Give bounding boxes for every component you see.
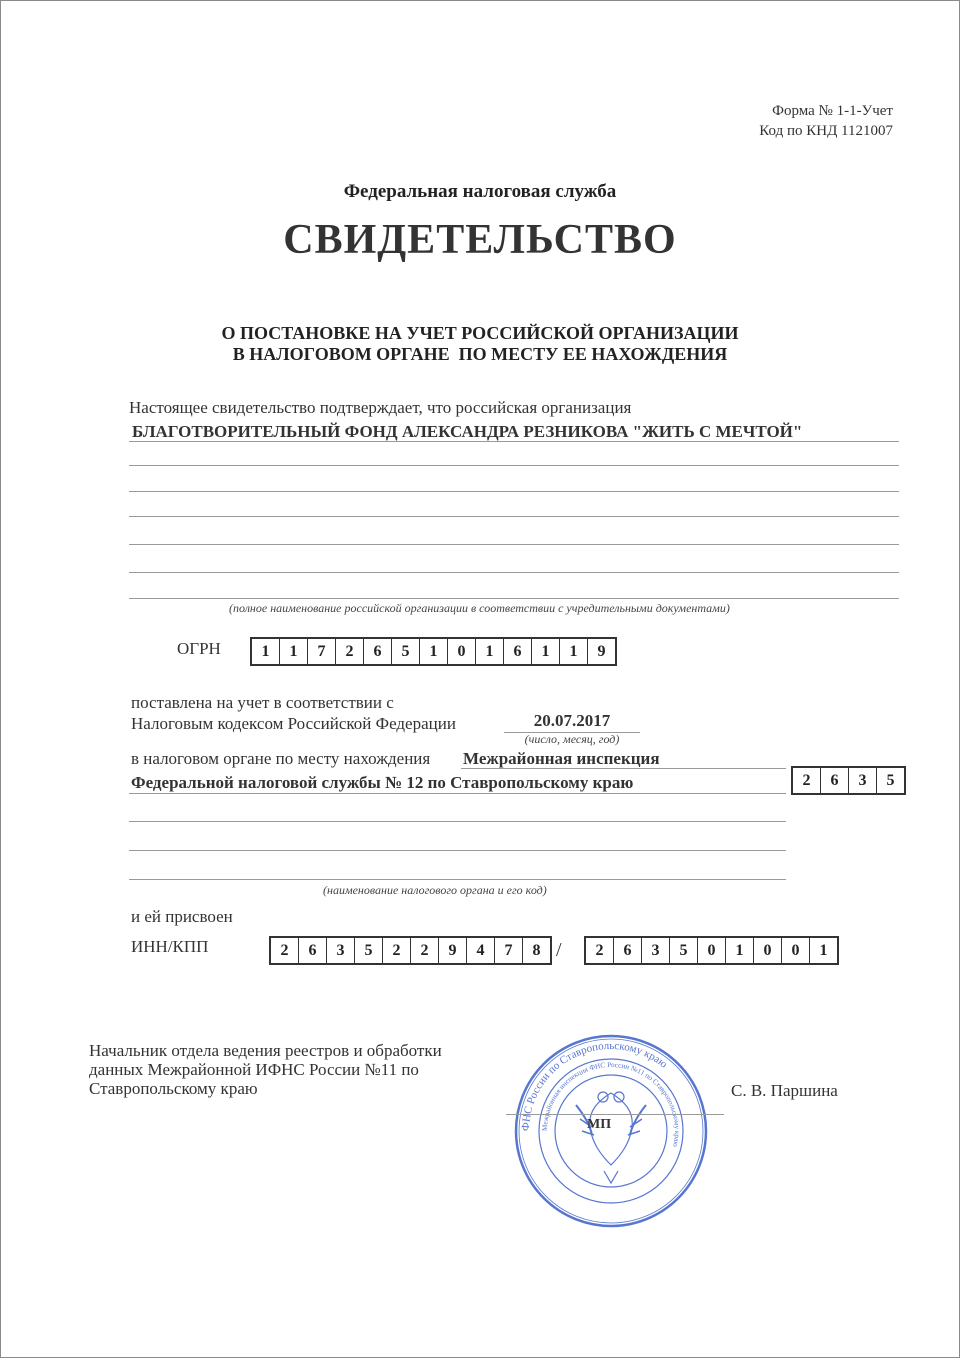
inn-digit-box: 5	[355, 938, 383, 963]
document-title: СВИДЕТЕЛЬСТВО	[283, 217, 677, 263]
ogrn-digit-box: 1	[280, 639, 308, 664]
ogrn-digit-box: 1	[476, 639, 504, 664]
ogrn-digits	[250, 637, 617, 666]
form-code-block	[759, 101, 893, 141]
ogrn-digit-box: 1	[420, 639, 448, 664]
inn-kpp-label: ИНН/КПП	[131, 937, 209, 956]
svg-text:ФНС России по Ставропольскому: ФНС России по Ставропольскому краю	[519, 1039, 670, 1132]
signature-rule	[506, 1114, 724, 1115]
agency-name: Федеральная налоговая служба	[343, 181, 617, 202]
inn-digit-box: 7	[495, 938, 523, 963]
kpp-digit-box: 2	[586, 938, 614, 963]
ogrn-digit-box: 9	[597, 643, 606, 660]
org-name-rule	[129, 598, 899, 599]
kpp-digits	[584, 936, 839, 965]
tax-office-rule	[461, 768, 786, 769]
org-name-rule	[129, 544, 899, 545]
ogrn-digit-box: 6	[364, 639, 392, 664]
tax-office-caption: (наименование налогового органа и его код)	[323, 883, 547, 897]
position-line-1: Начальник отдела ведения реестров и обработки	[89, 1041, 442, 1060]
ogrn-digit-box: 6	[504, 639, 532, 664]
kpp-digit-box: 3	[642, 938, 670, 963]
location-label: в налоговом органе по месту нахождения	[131, 749, 431, 768]
ogrn-digit-box: 1	[252, 639, 280, 664]
registration-line-2: Налоговым кодексом Российской Федерации	[131, 714, 456, 733]
ogrn-digit-box: 5	[392, 639, 420, 664]
organization-name: БЛАГОТВОРИТЕЛЬНЫЙ ФОНД АЛЕКСАНДРА РЕЗНИКОВА "ЖИТЬ С МЕЧТОЙ"	[132, 422, 803, 441]
kpp-digit-box: 1	[819, 942, 828, 959]
inn-digit-box: 6	[299, 938, 327, 963]
inn-digit-box: 9	[439, 938, 467, 963]
org-name-caption: (полное наименование российской организации в соответствии с учредительными документами)	[229, 601, 730, 615]
office-code-digit-box: 6	[821, 768, 849, 793]
subtitle-line-2: В НАЛОГОВОМ ОРГАНЕ ПО МЕСТУ ЕЕ НАХОЖДЕНИЯ	[232, 344, 728, 364]
kpp-digit-box: 5	[670, 938, 698, 963]
ogrn-digit-box: 1	[560, 639, 588, 664]
ogrn-digit-box: 1	[532, 639, 560, 664]
org-name-rule	[129, 572, 899, 573]
tax-office-line-2: Федеральной налоговой службы № 12 по Ставропольскому краю	[131, 773, 634, 792]
mp-mark: МП	[587, 1117, 612, 1132]
intro-text: Настоящее свидетельство подтверждает, что российская организация	[129, 398, 632, 417]
office-code-digit-box: 5	[886, 772, 895, 789]
registration-line-1: поставлена на учет в соответствии с	[131, 693, 394, 712]
kpp-digit-box: 6	[614, 938, 642, 963]
position-line-3: Ставропольскому краю	[89, 1079, 258, 1098]
signatory-name: С. В. Паршина	[731, 1081, 838, 1100]
office-code-digits	[791, 766, 906, 795]
org-name-rule	[129, 441, 899, 442]
ogrn-digit-box: 2	[336, 639, 364, 664]
tax-office-rule	[129, 821, 786, 822]
tax-office-rule	[129, 850, 786, 851]
kpp-digit-box: 0	[698, 938, 726, 963]
inn-digit-box: 2	[383, 938, 411, 963]
inn-digits	[269, 936, 552, 965]
registration-date: 20.07.2017	[533, 711, 611, 730]
form-number: Форма № 1-1-Учет	[772, 103, 893, 119]
knd-code: Код по КНД 1121007	[759, 123, 893, 139]
date-caption: (число, месяц, год)	[524, 732, 620, 746]
kpp-digit-box: 1	[726, 938, 754, 963]
org-name-rule	[129, 491, 899, 492]
position-line-2: данных Межрайонной ИФНС России №11 по	[89, 1060, 419, 1079]
org-name-rule	[129, 465, 899, 466]
tax-office-rule	[129, 793, 786, 794]
kpp-digit-box: 0	[782, 938, 810, 963]
svg-text:Межрайонная инспекция ФНС Росс: Межрайонная инспекция ФНС России №11 по Ставропольскому краю	[540, 1060, 682, 1148]
inn-kpp-separator: /	[556, 939, 562, 961]
ogrn-digit-box: 7	[308, 639, 336, 664]
inn-digit-box: 8	[532, 942, 541, 959]
inn-digit-box: 4	[467, 938, 495, 963]
signatory-position	[89, 1041, 442, 1098]
inn-digit-box: 2	[411, 938, 439, 963]
tax-office-rule	[129, 879, 786, 880]
org-name-rule	[129, 516, 899, 517]
office-code-digit-box: 2	[793, 768, 821, 793]
kpp-digit-box: 0	[754, 938, 782, 963]
inn-digit-box: 2	[271, 938, 299, 963]
assigned-label: и ей присвоен	[131, 907, 233, 926]
ogrn-label: ОГРН	[177, 639, 221, 658]
office-code-digit-box: 3	[849, 768, 877, 793]
tax-office-line-1: Межрайонная инспекция	[463, 749, 660, 768]
inn-digit-box: 3	[327, 938, 355, 963]
subtitle-line-1: О ПОСТАНОВКЕ НА УЧЕТ РОССИЙСКОЙ ОРГАНИЗАЦИИ	[221, 323, 739, 343]
document-subtitle	[1, 323, 959, 365]
ogrn-digit-box: 0	[448, 639, 476, 664]
